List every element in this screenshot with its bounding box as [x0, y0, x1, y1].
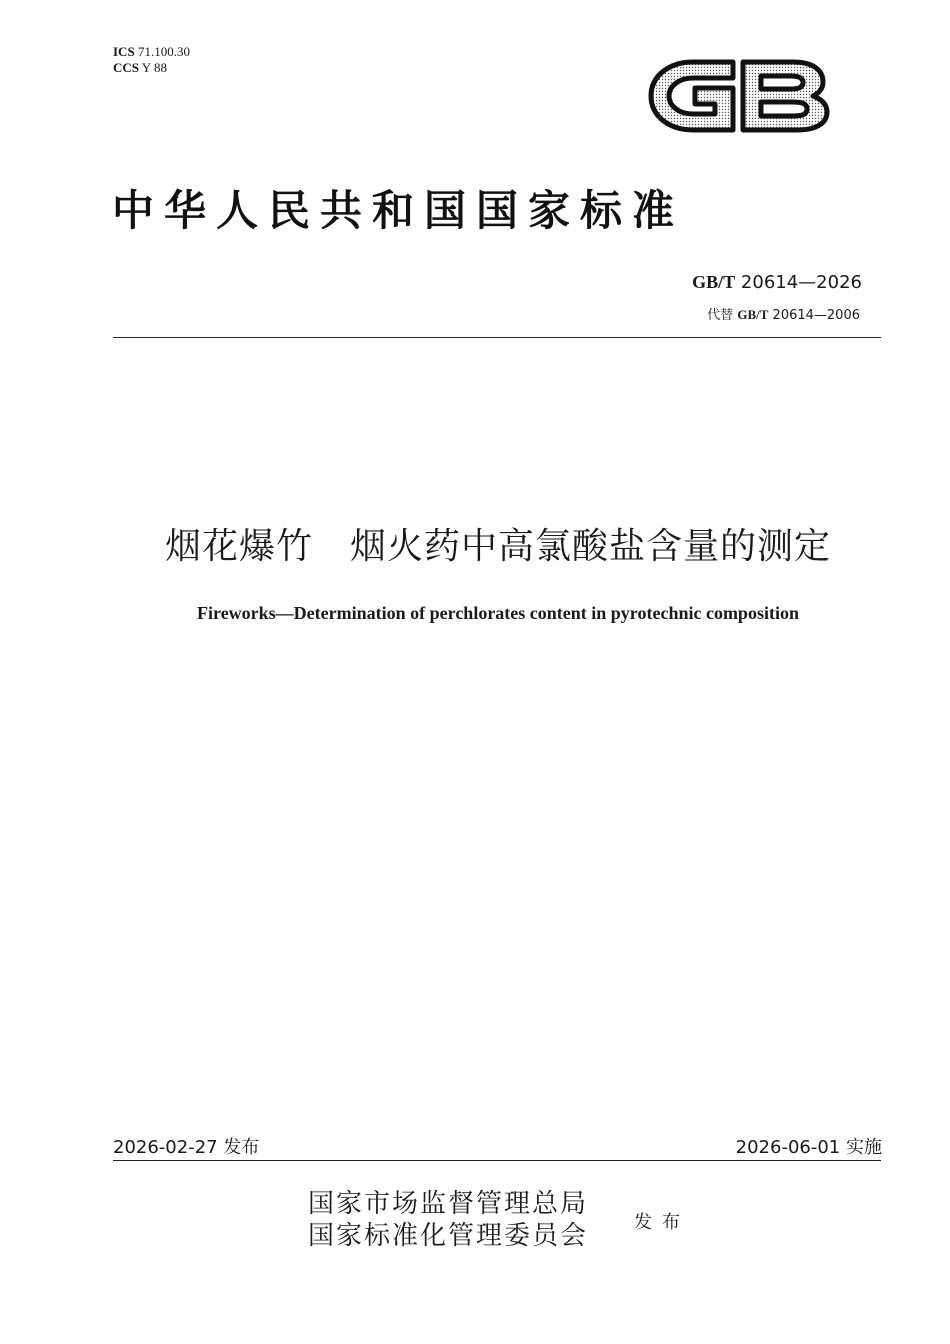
- issuer-line-1: 国家市场监督管理总局: [308, 1189, 589, 1219]
- ccs-value: Y 88: [141, 60, 167, 75]
- issuer-line-2: 国家标准化管理委员会: [308, 1221, 589, 1251]
- implementation-date: 2026-06-01 实施: [735, 1137, 882, 1158]
- publish-label: 发布: [634, 1212, 690, 1233]
- standard-number-prefix: GB/T: [692, 272, 736, 292]
- issuing-authorities: [308, 1188, 588, 1252]
- ics-code: [113, 44, 190, 60]
- ics-label: ICS: [113, 44, 135, 59]
- issue-date: 2026-02-27 发布: [113, 1137, 260, 1158]
- document-title-chinese: 烟花爆竹 烟火药中高氯酸盐含量的测定: [164, 526, 831, 567]
- replaces-label: 代替: [707, 308, 734, 323]
- ccs-code: [113, 60, 167, 76]
- replaces-standard: [707, 304, 860, 323]
- standard-header-title: 中华人民共和国国家标准: [112, 186, 685, 235]
- ccs-label: CCS: [113, 60, 140, 75]
- document-title-english: Fireworks—Determination of perchlorates content in pyrotechnic composition: [197, 603, 799, 623]
- standard-number: [692, 272, 862, 293]
- ics-value: 71.100.30: [137, 44, 190, 59]
- replaces-value: 20614—2006: [772, 308, 860, 323]
- bottom-divider: [113, 1160, 881, 1161]
- gb-logo-icon: [643, 48, 833, 144]
- standard-number-value: 20614—2026: [740, 272, 862, 293]
- replaces-prefix: GB/T: [737, 307, 769, 322]
- top-divider: [113, 337, 881, 338]
